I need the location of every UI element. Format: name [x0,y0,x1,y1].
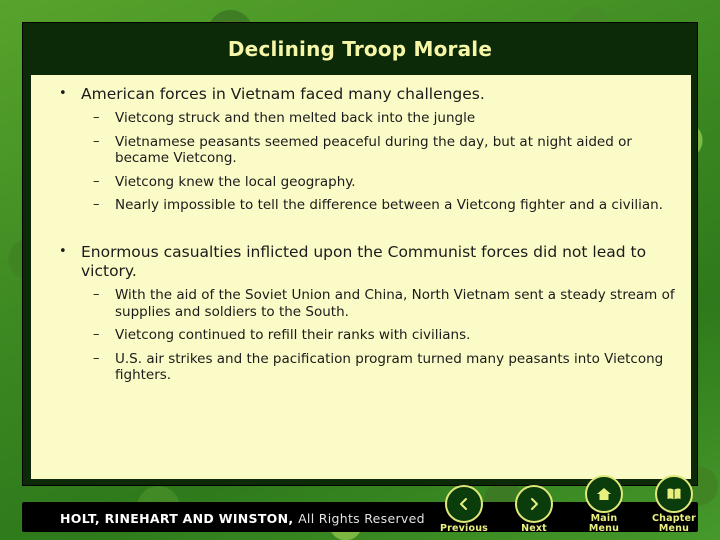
publisher-credit [60,511,425,526]
chapter-menu-button[interactable] [646,475,702,534]
list-item [81,351,677,384]
page-title: Declining Troop Morale [227,37,493,61]
main-menu-label-line2: Menu [588,523,620,535]
slide-content-frame [22,22,698,486]
list-item [81,174,677,190]
list-item [81,287,677,320]
sub-bullet-text: Vietnamese peasants seemed peaceful during the day, but at night aided or became Vietcong. [115,133,632,167]
chevron-right-icon[interactable] [515,485,553,523]
sub-bullet-text: Nearly impossible to tell the difference between a Vietcong fighter and a civilian. [115,197,663,214]
home-icon[interactable] [585,475,623,513]
outline-list [45,85,677,384]
sub-list [81,287,677,383]
sub-bullet-text: U.S. air strikes and the pacification program turned many peasants into Vietcong fighters. [115,350,664,384]
sub-list [81,110,677,213]
rights-text: All Rights Reserved [298,511,425,526]
dash-marker-icon: – [93,110,100,126]
previous-label: Previous [439,523,489,535]
slide-footer [0,488,720,540]
navigation-bar [436,475,702,534]
list-item [81,110,677,126]
sub-bullet-text: With the aid of the Soviet Union and China, North Vietnam sent a steady stream of supplies and soldiers to the South. [115,287,675,320]
dash-marker-icon: – [93,287,100,303]
list-item [45,85,677,214]
list-item [81,327,677,343]
dash-marker-icon: – [93,350,100,366]
book-icon[interactable] [655,475,693,513]
list-item [81,134,677,167]
dash-marker-icon: – [93,327,100,343]
chevron-left-icon[interactable] [445,485,483,523]
chapter-menu-label-line2: Menu [658,523,690,535]
slide-title-bar [23,23,697,75]
chapter-menu-label-line1: Chapter [651,513,696,525]
dash-marker-icon: – [93,173,100,189]
list-item [45,243,677,384]
previous-button[interactable] [436,485,492,534]
dash-marker-icon: – [93,197,100,213]
sub-bullet-text: Vietcong struck and then melted back into the jungle [115,110,476,127]
next-button[interactable] [506,485,562,534]
slide-body-panel [31,75,691,479]
sub-bullet-text: Vietcong continued to refill their ranks with civilians. [115,327,471,344]
main-menu-label-line1: Main [590,513,618,525]
bullet-text: Enormous casualties inflicted upon the Communist forces did not lead to victory. [81,242,647,281]
bullet-marker-icon: • [59,86,67,101]
bullet-marker-icon: • [59,243,67,259]
list-item [81,197,677,213]
dash-marker-icon: – [93,133,100,149]
next-label: Next [521,523,547,535]
main-menu-button[interactable] [576,475,632,534]
sub-bullet-text: Vietcong knew the local geography. [115,173,356,190]
publisher-name: HOLT, RINEHART AND WINSTON, [60,511,294,526]
block-spacer [45,221,677,243]
bullet-text: American forces in Vietnam faced many challenges. [81,85,485,103]
